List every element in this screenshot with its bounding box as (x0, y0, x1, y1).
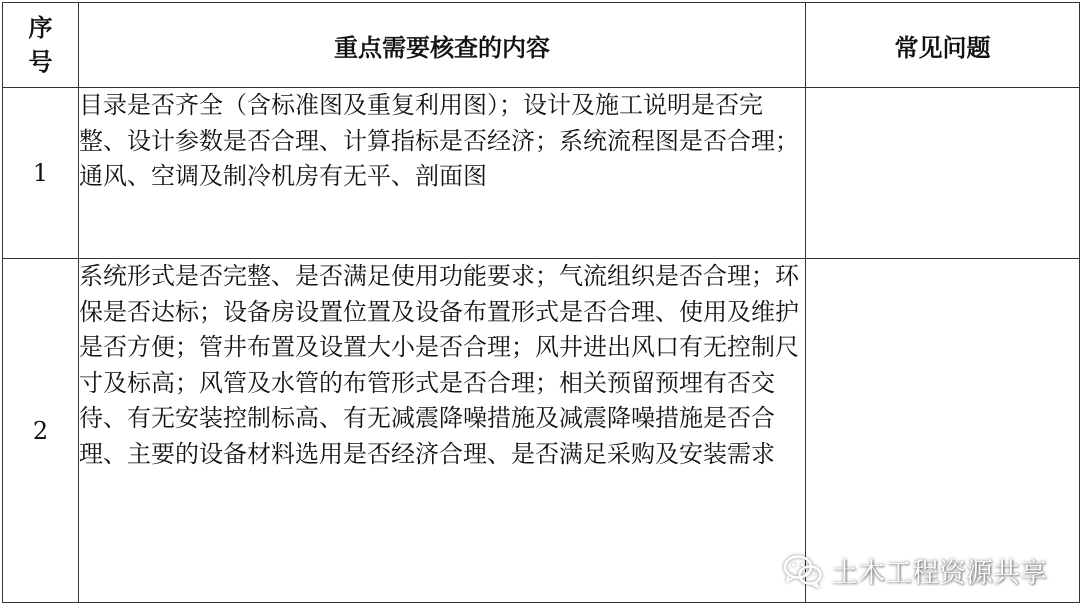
header-index-line1: 序 (28, 13, 53, 42)
wechat-icon (783, 554, 823, 588)
review-table (2, 2, 1080, 603)
row-index: 1 (3, 88, 79, 259)
table-header-row (3, 3, 1080, 88)
row-index: 2 (3, 259, 79, 603)
row-content: 系统形式是否完整、是否满足使用功能要求；气流组织是否合理；环保是否达标；设备房设置位置及设备布置形式是否合理、使用及维护是否方便；管井布置及设置大小是否合理；风井进出风口有无控制尺寸及标高；风管及水管的布管形式是否合理；相关预留预埋有否交待、有无安装控制标高、有无减震降噪措施及减震降噪措施是否合理、主要的设备材料选用是否经济合理、是否满足采购及安装需求 (79, 259, 806, 603)
row-content: 目录是否齐全（含标准图及重复利用图）；设计及施工说明是否完整、设计参数是否合理、计算指标是否经济；系统流程图是否合理；通风、空调及制冷机房有无平、剖面图 (79, 88, 806, 259)
row-issues (806, 88, 1080, 259)
table-row (3, 88, 1080, 259)
header-index-line2: 号 (28, 47, 53, 76)
header-issues: 常见问题 (806, 3, 1080, 88)
header-index (3, 3, 79, 88)
header-content: 重点需要核查的内容 (79, 3, 806, 88)
watermark-text: 土木工程资源共享 (831, 558, 1047, 589)
watermark (783, 551, 1047, 590)
